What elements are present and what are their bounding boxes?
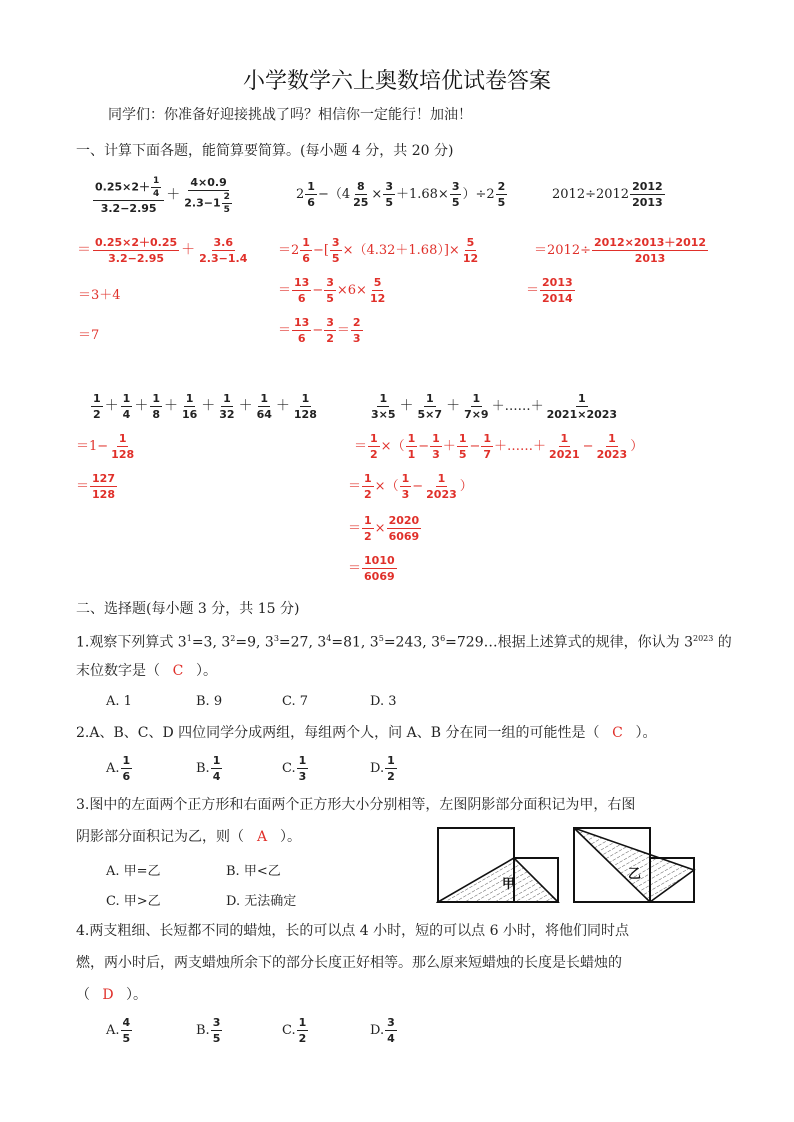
p1-question: 0.25×2＋ $\frac{1}{4}$ 3.2−2.95 ＋ 4×0.9 2.3−1 $\frac{2}{5}$ [92, 176, 236, 215]
q1-line2: 末位数字是（ C ）。 [76, 663, 217, 679]
q1-option-c: C. 7 [282, 694, 309, 709]
q2-option-c: C. $\frac{1}{3}$ [282, 754, 307, 783]
q1-answer: C [172, 663, 184, 679]
q3-option-c: C. 甲>乙 [106, 894, 161, 909]
q4-option-c: C. $\frac{1}{2}$ [282, 1016, 307, 1045]
p3-step1: ＝2012÷ $\frac{2012\times 2013+2012}{2013}$ [534, 236, 707, 265]
p1-step3: ＝7 [78, 328, 100, 343]
q3-line2: 阴影部分面积记为乙，则（ A ）。 [76, 829, 301, 845]
p5-step4: ＝ $\frac{1010}{6069}$ [348, 554, 395, 583]
q4-answer: D [102, 987, 114, 1003]
q3-left-figure [436, 826, 562, 904]
q2-option-a: A. $\frac{1}{6}$ [106, 754, 131, 783]
section1-heading: 一、计算下面各题，能简算要简算。(每小题 4 分，共 20 分) [76, 143, 454, 159]
p2-question: 2 $\frac{1}{6}$ −（4 $\frac{8}{25}$ × $\frac{3}{5}$ ＋1.68× $\frac{3}{5}$ ）÷2 $\frac{2}{5}$ [296, 180, 506, 209]
q2-option-b: B. $\frac{1}{4}$ [196, 754, 221, 783]
q2-answer: C [612, 725, 623, 741]
q3-right-figure [572, 826, 698, 904]
frac: 4×0.9 2.3−1 $\frac{2}{5}$ [184, 176, 230, 215]
q4-option-a: A. $\frac{4}{5}$ [106, 1016, 131, 1045]
frac: 0.25×2＋ $\frac{1}{4}$ 3.2−2.95 [93, 176, 164, 215]
page-title: 小学数学六上奥数培优试卷答案 [242, 69, 551, 94]
q3-option-a: A. 甲=乙 [106, 864, 161, 879]
q1-option-a: A. 1 [106, 694, 132, 709]
q4-line2: 燃，两小时后，两支蜡烛所余下的部分长度正好相等。那么原来短蜡烛的长度是长蜡烛的 [76, 955, 622, 971]
q2-option-d: D. $\frac{1}{2}$ [370, 754, 395, 783]
q3-line1: 3.图中的左面两个正方形和右面两个正方形大小分别相等，左图阴影部分面积记为甲，右图 [76, 797, 636, 813]
q3-option-d: D. 无法确定 [226, 894, 297, 909]
q4-option-b: B. $\frac{3}{5}$ [196, 1016, 221, 1045]
q4-line3: （ D ）。 [76, 987, 147, 1003]
p4-question: $\frac{1}{2}$ ＋ $\frac{1}{4}$ ＋ $\frac{1}{8}$ ＋ $\frac{1}{16}$ ＋ $\frac{1}{32}$ ＋ $\frac{1}{64}$ ＋ $\frac{1}{128}$ [93, 392, 317, 421]
section2-heading: 二、选择题(每小题 3 分，共 15 分) [76, 601, 300, 617]
q2-text: 2.A、B、C、D 四位同学分成两组，每组两个人，问 A、B 分在同一组的可能性是（ C ）。 [76, 725, 657, 741]
p4-step2: ＝ $\frac{127}{128}$ [76, 472, 115, 501]
q3-option-b: B. 甲<乙 [226, 864, 281, 879]
q3-right-label: 乙 [628, 867, 642, 882]
q3-left-label: 甲 [502, 877, 516, 892]
q1-option-d: D. 3 [370, 694, 397, 709]
p2-step3: ＝ $\frac{13}{6}$ − $\frac{3}{2}$ ＝ $\frac{2}{3}$ [278, 316, 361, 345]
q4-line1: 4.两支粗细、长短都不同的蜡烛，长的可以点 4 小时，短的可以点 6 小时，将他们同时点 [76, 923, 629, 939]
p5-question: $\frac{1}{3\times 5}$ ＋ $\frac{1}{5\times 7}$ ＋ $\frac{1}{7\times 9}$ ＋……＋ $\frac{1}{2021\times 2023}$ [371, 392, 618, 421]
p1-step2: ＝3＋4 [78, 288, 121, 303]
p5-step1: ＝ $\frac{1}{2}$ ×（ $\frac{1}{1}$ − $\frac{1}{3}$ ＋ $\frac{1}{5}$ − $\frac{1}{7}$ ＋……＋ $\frac{1}{2021}$ − $\frac{1}{2023}$ ） [354, 432, 644, 461]
p5-step3: ＝ $\frac{1}{2}$ × $\frac{2020}{6069}$ [348, 514, 420, 543]
intro-text: 同学们：你准备好迎接挑战了吗？相信你一定能行！加油！ [108, 107, 472, 123]
p3-question: 2012÷2012 $\frac{2012}{2013}$ [552, 180, 663, 209]
q1-option-b: B. 9 [196, 694, 223, 709]
p2-step1: ＝2 $\frac{1}{6}$ −[ $\frac{3}{5}$ ×（4.32＋1.68）]× $\frac{5}{12}$ [278, 236, 479, 265]
p2-step2: ＝ $\frac{13}{6}$ − $\frac{3}{5}$ ×6× $\frac{5}{12}$ [278, 276, 386, 305]
p4-step1: ＝1− $\frac{1}{128}$ [76, 432, 135, 461]
p1-step1: ＝ $\frac{0.25\times 2+0.25}{3.2-2.95}$ ＋ $\frac{3.6}{2.3-1.4}$ [77, 236, 248, 265]
p5-step2: ＝ $\frac{1}{2}$ ×（ $\frac{1}{3}$ − $\frac{1}{2023}$ ） [348, 472, 473, 501]
q3-answer: A [256, 829, 268, 845]
q1-line1: 1.观察下列算式 $3^1=3$, $3^2=9$, $3^3=27$, $3^4=81$, $3^5=243$, $3^6=729\dots$根据上述算式的规律，你认为 $3^{2023}$ 的 [76, 634, 732, 651]
q4-option-d: D. $\frac{3}{4}$ [370, 1016, 395, 1045]
p3-step2: ＝ $\frac{2013}{2014}$ [526, 276, 573, 305]
